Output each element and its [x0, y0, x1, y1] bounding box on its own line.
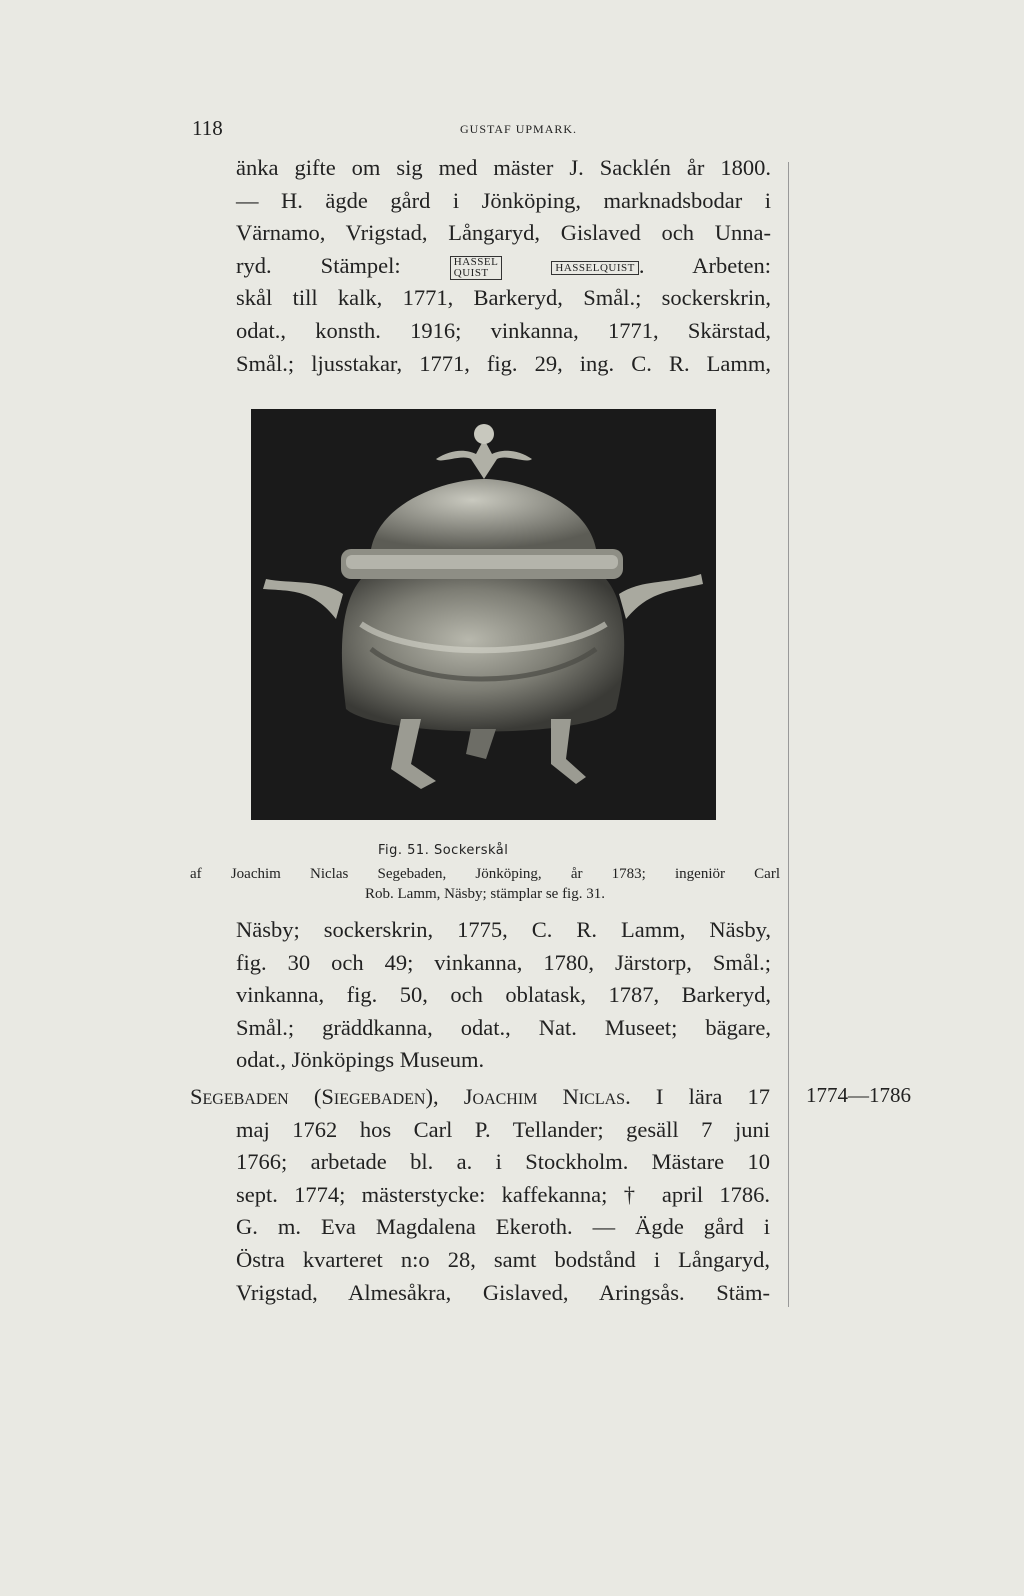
page-header [192, 116, 772, 142]
stamp-line: QUIST [453, 266, 489, 279]
stamp-line: HASSEL [453, 255, 499, 268]
running-title: GUSTAF UPMARK. [460, 122, 578, 136]
page-number: 118 [192, 116, 223, 140]
text-line: skål till kalk, 1771, Barkeryd, Smål.; sockerskrin, [236, 285, 771, 311]
text-line: vinkanna, fig. 50, och oblatask, 1787, Barkeryd, [236, 982, 771, 1008]
text-line: 1766; arbetade bl. a. i Stockholm. Mästare 10 [236, 1149, 770, 1175]
text-line: odat., konsth. 1916; vinkanna, 1771, Skärstad, [236, 317, 771, 343]
margin-dates: 1774—1786 [806, 1083, 911, 1107]
figure-caption [190, 864, 780, 904]
text-line: G. m. Eva Magdalena Ekeroth. — Ägde gård i [236, 1214, 770, 1240]
text-line: Smål.; ljusstakar, 1771, fig. 29, ing. C. R. Lamm, [236, 350, 771, 376]
text-line-entry-heading [190, 1081, 770, 1114]
entry-name: Segebaden (Siegebaden), Joachim Niclas. [190, 1084, 631, 1109]
text-line: Näsby; sockerskrin, 1775, C. R. Lamm, Näsby, [236, 917, 771, 942]
text-fragment: ryd. Stämpel: [236, 252, 401, 278]
text-line: — H. ägde gård i Jönköping, marknadsbodar i [236, 187, 771, 213]
text-line: Smål.; gräddkanna, odat., Nat. Museet; bägare, [236, 1014, 771, 1040]
sugar-bowl-illustration [251, 409, 716, 820]
sugar-bowl-photograph [251, 409, 716, 820]
paragraph-3 [190, 1081, 770, 1309]
text-line: maj 1762 hos Carl P. Tellander; gesäll 7 juni [236, 1116, 770, 1142]
maker-stamp: HASSELQUIST [551, 261, 638, 275]
maker-stamp-two-line [450, 256, 503, 280]
text-line: Värnamo, Vrigstad, Långaryd, Gislaved och Unna- [236, 220, 771, 246]
margin-rule [788, 162, 789, 1307]
paragraph-1 [236, 152, 771, 380]
paragraph-2 [236, 914, 771, 1077]
text-line: sept. 1774; mästerstycke: kaffekanna; † april 1786. [236, 1181, 770, 1207]
text-line: änka gifte om sig med mäster J. Sacklén år 1800. [236, 155, 771, 180]
text-fragment: . Arbeten: [638, 252, 772, 278]
caption-line: Rob. Lamm, Näsby; stämplar se fig. 31. [365, 886, 605, 902]
text-line-stamps [236, 250, 771, 283]
text-fragment: I lära 17 [655, 1084, 771, 1109]
text-line: Östra kvarteret n:o 28, samt bodstånd i Långaryd, [236, 1246, 770, 1272]
figure-title: Fig. 51. Sockerskål [378, 843, 509, 858]
text-line: Vrigstad, Almesåkra, Gislaved, Aringsås. Stäm- [236, 1279, 770, 1305]
text-line: fig. 30 och 49; vinkanna, 1780, Järstorp, Smål.; [236, 949, 771, 975]
text-line: odat., Jönköpings Museum. [236, 1047, 485, 1073]
caption-line: af Joachim Niclas Segebaden, Jönköping, år 1783; ingeniör Carl [190, 866, 780, 882]
